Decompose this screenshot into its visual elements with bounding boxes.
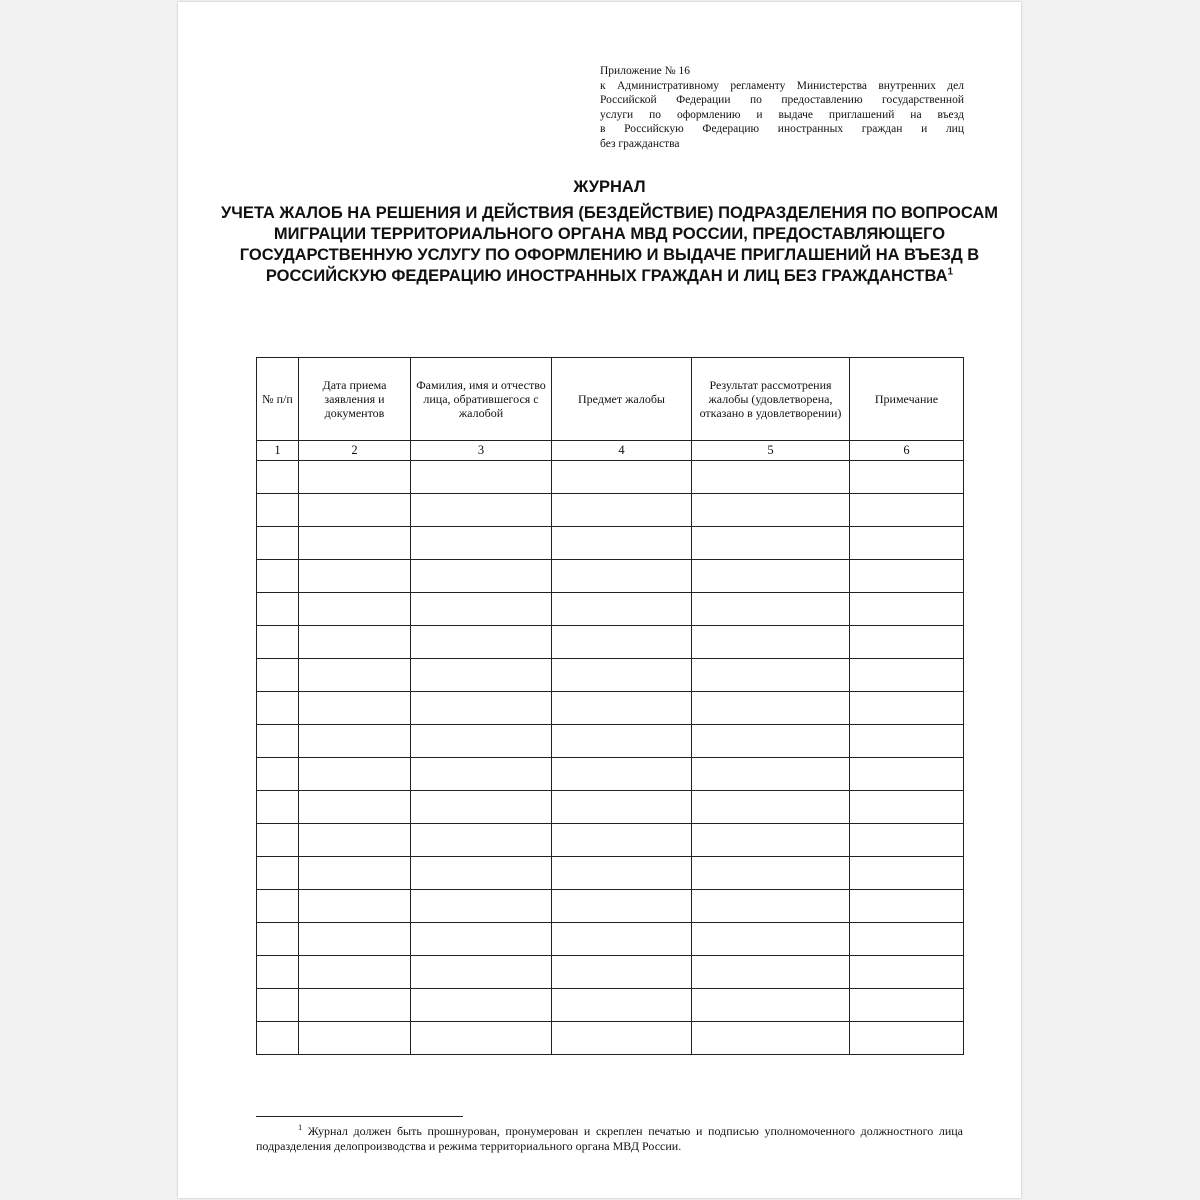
table-row	[257, 1022, 964, 1055]
table-cell	[692, 1022, 850, 1055]
table-cell	[411, 725, 552, 758]
table-cell	[692, 725, 850, 758]
table-cell	[411, 593, 552, 626]
table-cell	[850, 1022, 964, 1055]
table-cell	[850, 758, 964, 791]
column-number: 5	[692, 441, 850, 461]
table-cell	[257, 890, 299, 923]
table-row	[257, 725, 964, 758]
table-row	[257, 692, 964, 725]
table-cell	[257, 758, 299, 791]
table-cell	[850, 560, 964, 593]
column-number: 1	[257, 441, 299, 461]
table-row	[257, 626, 964, 659]
table-cell	[411, 791, 552, 824]
table-cell	[692, 857, 850, 890]
column-number-row	[257, 441, 964, 461]
table-row	[257, 560, 964, 593]
title-main: ЖУРНАЛ	[573, 178, 646, 196]
table-cell	[299, 989, 411, 1022]
table-row	[257, 890, 964, 923]
column-number: 4	[552, 441, 692, 461]
appendix-line: без гражданства	[600, 137, 680, 150]
table-cell	[850, 989, 964, 1022]
table-cell	[692, 956, 850, 989]
title-sub-text: УЧЕТА ЖАЛОБ НА РЕШЕНИЯ И ДЕЙСТВИЯ (БЕЗДЕЙСТВИЕ) ПОДРАЗДЕЛЕНИЯ ПО ВОПРОСАМ МИГРАЦИИ ТЕРРИТОРИАЛЬНОГО ОРГАНА МВД РОССИИ, ПРЕДОСТАВЛЯЮЩЕГО ГОСУДАРСТВЕННУЮ УСЛУГУ ПО ОФОРМЛЕНИЮ И ВЫДАЧЕ ПРИГЛАШЕНИЙ НА ВЪЕЗД В РОССИЙСКУЮ ФЕДЕРАЦИЮ ИНОСТРАННЫХ ГРАЖДАН И ЛИЦ БЕЗ ГРАЖДАНСТВА	[220, 204, 998, 285]
table-cell	[850, 956, 964, 989]
appendix-line: Приложение № 16	[600, 65, 690, 77]
table-cell	[411, 659, 552, 692]
table-cell	[299, 626, 411, 659]
table-cell	[850, 791, 964, 824]
table-cell	[257, 824, 299, 857]
appendix-line: к Административному регламенту Министерства внутренних дел	[600, 79, 964, 92]
table-row	[257, 824, 964, 857]
table-cell	[552, 791, 692, 824]
table-row	[257, 857, 964, 890]
table-cell	[257, 956, 299, 989]
footnote-text: Журнал должен быть прошнурован, пронумерован и скреплен печатью и подписью уполномоченного должностного лица подразделения делопроизводства и режима территориального органа МВД России.	[256, 1124, 963, 1153]
table-cell	[299, 923, 411, 956]
table-cell	[257, 923, 299, 956]
footnote-separator	[256, 1116, 463, 1117]
footnote	[256, 1124, 963, 1154]
document-title	[218, 177, 1001, 287]
table-cell	[299, 758, 411, 791]
table-cell	[850, 692, 964, 725]
table-header-row	[257, 358, 964, 441]
table-cell	[692, 791, 850, 824]
table-row	[257, 659, 964, 692]
table-cell	[552, 659, 692, 692]
table-cell	[552, 725, 692, 758]
table-cell	[257, 461, 299, 494]
table-cell	[299, 824, 411, 857]
header-name: Фамилия, имя и отчество лица, обратившегося с жалобой	[411, 358, 552, 441]
table-cell	[692, 527, 850, 560]
table-cell	[411, 527, 552, 560]
table-cell	[257, 857, 299, 890]
table-cell	[692, 560, 850, 593]
table-cell	[299, 890, 411, 923]
table-cell	[257, 560, 299, 593]
table-cell	[257, 626, 299, 659]
header-result: Результат рассмотрения жалобы (удовлетворена, отказано в удовлетворении)	[692, 358, 850, 441]
table-cell	[850, 725, 964, 758]
table-cell	[552, 989, 692, 1022]
table-cell	[850, 659, 964, 692]
table-cell	[257, 494, 299, 527]
table-cell	[552, 626, 692, 659]
table-cell	[850, 824, 964, 857]
table-cell	[692, 659, 850, 692]
header-date: Дата приема заявления и документов	[299, 358, 411, 441]
table-cell	[552, 890, 692, 923]
table-cell	[411, 692, 552, 725]
table-cell	[257, 1022, 299, 1055]
table-cell	[299, 461, 411, 494]
footnote-mark: 1	[298, 1122, 303, 1132]
table-cell	[257, 989, 299, 1022]
table-cell	[692, 461, 850, 494]
table-row	[257, 956, 964, 989]
table-cell	[850, 626, 964, 659]
table-cell	[552, 857, 692, 890]
table-cell	[850, 890, 964, 923]
table-row	[257, 527, 964, 560]
table-cell	[552, 593, 692, 626]
table-cell	[411, 626, 552, 659]
appendix-note	[600, 64, 964, 151]
table-cell	[411, 923, 552, 956]
table-row	[257, 494, 964, 527]
table-cell	[552, 692, 692, 725]
table-cell	[850, 494, 964, 527]
table-cell	[850, 857, 964, 890]
table-cell	[692, 824, 850, 857]
table-cell	[411, 461, 552, 494]
table-cell	[692, 989, 850, 1022]
table-cell	[552, 461, 692, 494]
table-cell	[692, 593, 850, 626]
header-number: № п/п	[257, 358, 299, 441]
table-cell	[552, 956, 692, 989]
table-cell	[257, 791, 299, 824]
table-row	[257, 923, 964, 956]
table-cell	[552, 494, 692, 527]
table-cell	[257, 527, 299, 560]
header-subject: Предмет жалобы	[552, 358, 692, 441]
table-row	[257, 461, 964, 494]
table-cell	[692, 890, 850, 923]
table-cell	[692, 923, 850, 956]
header-note: Примечание	[850, 358, 964, 441]
table-cell	[299, 692, 411, 725]
appendix-line: в Российскую Федерацию иностранных граждан и лиц	[600, 123, 964, 135]
column-number: 3	[411, 441, 552, 461]
table-cell	[552, 1022, 692, 1055]
table-cell	[850, 527, 964, 560]
appendix-line: услуги по оформлению и выдаче приглашений на въезд	[600, 108, 964, 121]
table-cell	[299, 956, 411, 989]
table-cell	[411, 989, 552, 1022]
table-cell	[299, 1022, 411, 1055]
table-cell	[850, 593, 964, 626]
table-cell	[257, 659, 299, 692]
column-number: 6	[850, 441, 964, 461]
table-cell	[299, 527, 411, 560]
table-cell	[692, 626, 850, 659]
table-cell	[552, 758, 692, 791]
table-cell	[850, 923, 964, 956]
table-cell	[299, 725, 411, 758]
table-row	[257, 791, 964, 824]
title-footnote-mark: 1	[947, 266, 954, 278]
table-cell	[411, 857, 552, 890]
table-cell	[411, 1022, 552, 1055]
table-cell	[552, 824, 692, 857]
table-cell	[257, 692, 299, 725]
document-page	[178, 2, 1021, 1198]
table-cell	[299, 659, 411, 692]
table-cell	[257, 593, 299, 626]
table-cell	[552, 923, 692, 956]
table-cell	[692, 692, 850, 725]
table-cell	[257, 725, 299, 758]
table-cell	[299, 857, 411, 890]
table-cell	[299, 593, 411, 626]
appendix-line: Российской Федерации по предоставлению государственной	[600, 94, 964, 106]
table-row	[257, 593, 964, 626]
column-number: 2	[299, 441, 411, 461]
journal-table	[256, 357, 964, 1055]
table-cell	[411, 956, 552, 989]
table-cell	[411, 890, 552, 923]
table-row	[257, 758, 964, 791]
table-cell	[692, 758, 850, 791]
table-cell	[299, 560, 411, 593]
table-row	[257, 989, 964, 1022]
table-cell	[692, 494, 850, 527]
table-cell	[552, 560, 692, 593]
table-cell	[299, 494, 411, 527]
title-sub	[218, 203, 1001, 287]
table-cell	[552, 527, 692, 560]
table-cell	[411, 560, 552, 593]
table-cell	[411, 824, 552, 857]
table-cell	[411, 494, 552, 527]
table-cell	[850, 461, 964, 494]
table-cell	[299, 791, 411, 824]
table-cell	[411, 758, 552, 791]
